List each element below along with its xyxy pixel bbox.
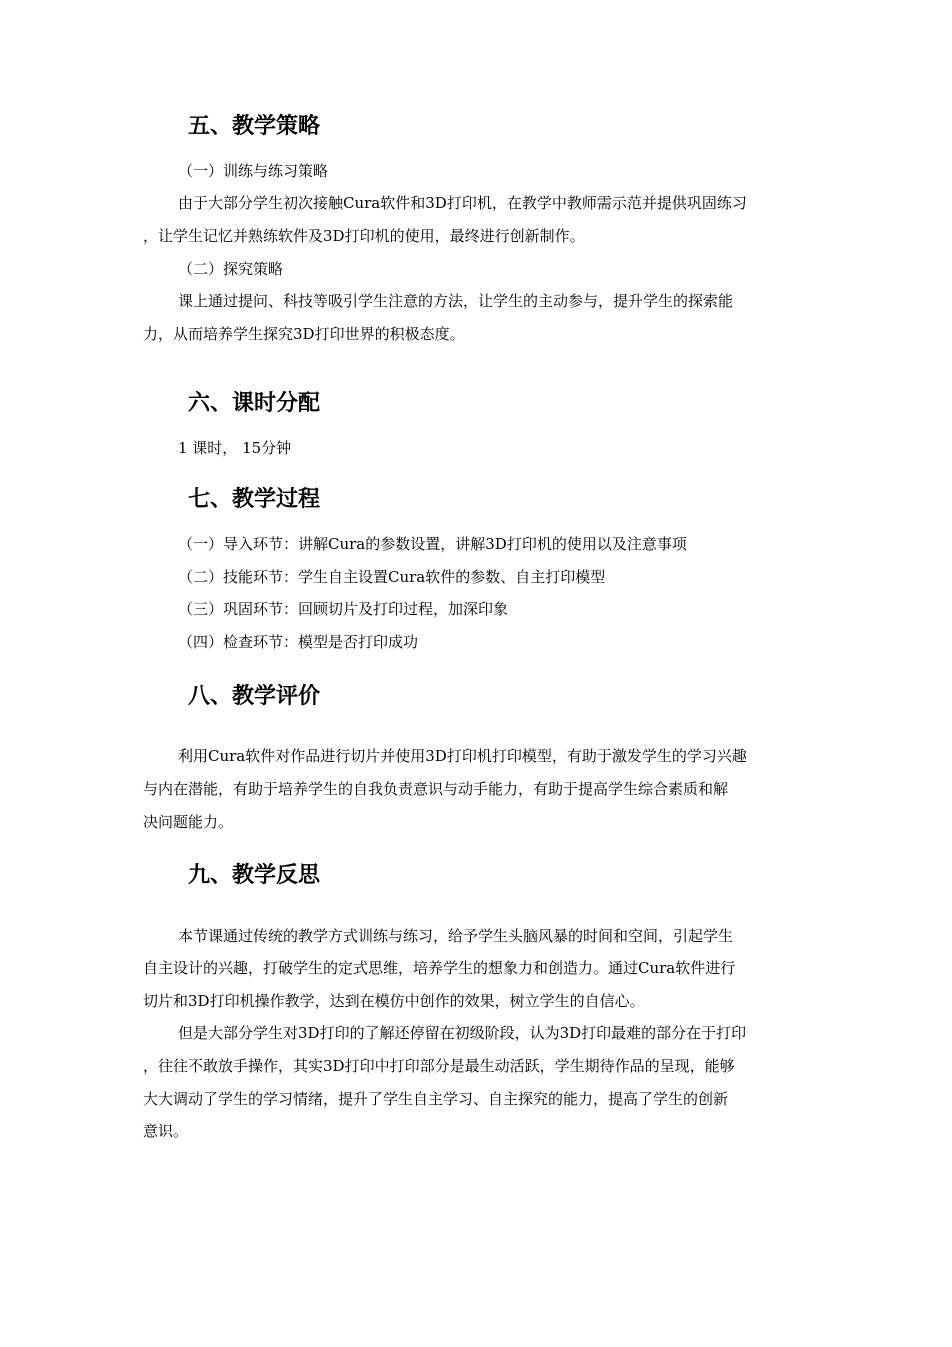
subsection-title-practice: （一）训练与练习策略: [178, 162, 329, 180]
paragraph-line: 大大调动了学生的学习情绪，提升了学生自主学习、自主探究的能力，提高了学生的创新: [143, 1090, 729, 1108]
process-step: （四）检查环节：模型是否打印成功: [178, 633, 419, 651]
paragraph-line: 意识。: [143, 1122, 189, 1140]
paragraph-line: 本节课通过传统的教学方式训练与练习，给予学生头脑风暴的时间和空间，引起学生: [178, 927, 734, 945]
paragraph-line: ，让学生记忆并熟练软件及3D打印机的使用，最终进行创新制作。: [143, 227, 585, 245]
process-step: （二）技能环节：学生自主设置Cura软件的参数、自主打印模型: [178, 568, 606, 586]
paragraph-line: 自主设计的兴趣，打破学生的定式思维，培养学生的想象力和创造力。通过Cura软件进行: [143, 959, 736, 977]
subsection-title-inquiry: （二）探究策略: [178, 260, 284, 278]
process-step: （三）巩固环节：回顾切片及打印过程，加深印象: [178, 600, 509, 618]
section-title-strategy: 五、教学策略: [188, 114, 321, 139]
paragraph-line: 但是大部分学生对3D打印的了解还停留在初级阶段，认为3D打印最难的部分在于打印: [178, 1024, 747, 1042]
paragraph-line: 由于大部分学生初次接触Cura软件和3D打印机，在教学中教师需示范并提供巩固练习: [178, 194, 747, 212]
paragraph-line: 课上通过提问、科技等吸引学生注意的方法，让学生的主动参与，提升学生的探索能: [178, 292, 734, 310]
paragraph-line: 利用Cura软件对作品进行切片并使用3D打印机打印模型，有助于激发学生的学习兴趣: [178, 747, 747, 765]
paragraph-line: 与内在潜能，有助于培养学生的自我负责意识与动手能力，有助于提高学生综合素质和解: [143, 780, 729, 798]
section-title-reflection: 九、教学反思: [188, 863, 321, 888]
paragraph-line: ，往往不敢放手操作，其实3D打印中打印部分是最生动活跃，学生期待作品的呈现，能够: [143, 1057, 735, 1075]
paragraph-line: 力，从而培养学生探究3D打印世界的积极态度。: [143, 325, 465, 343]
paragraph-line: 切片和3D打印机操作教学，达到在模仿中创作的效果，树立学生的自信心。: [143, 992, 645, 1010]
section-title-process: 七、教学过程: [188, 487, 321, 512]
section-title-hours: 六、课时分配: [188, 391, 321, 416]
hours-text: 1 课时， 15分钟: [178, 439, 292, 457]
process-step: （一）导入环节：讲解Cura的参数设置，讲解3D打印机的使用以及注意事项: [178, 535, 687, 553]
paragraph-line: 决问题能力。: [143, 813, 234, 831]
section-title-evaluation: 八、教学评价: [188, 684, 321, 709]
